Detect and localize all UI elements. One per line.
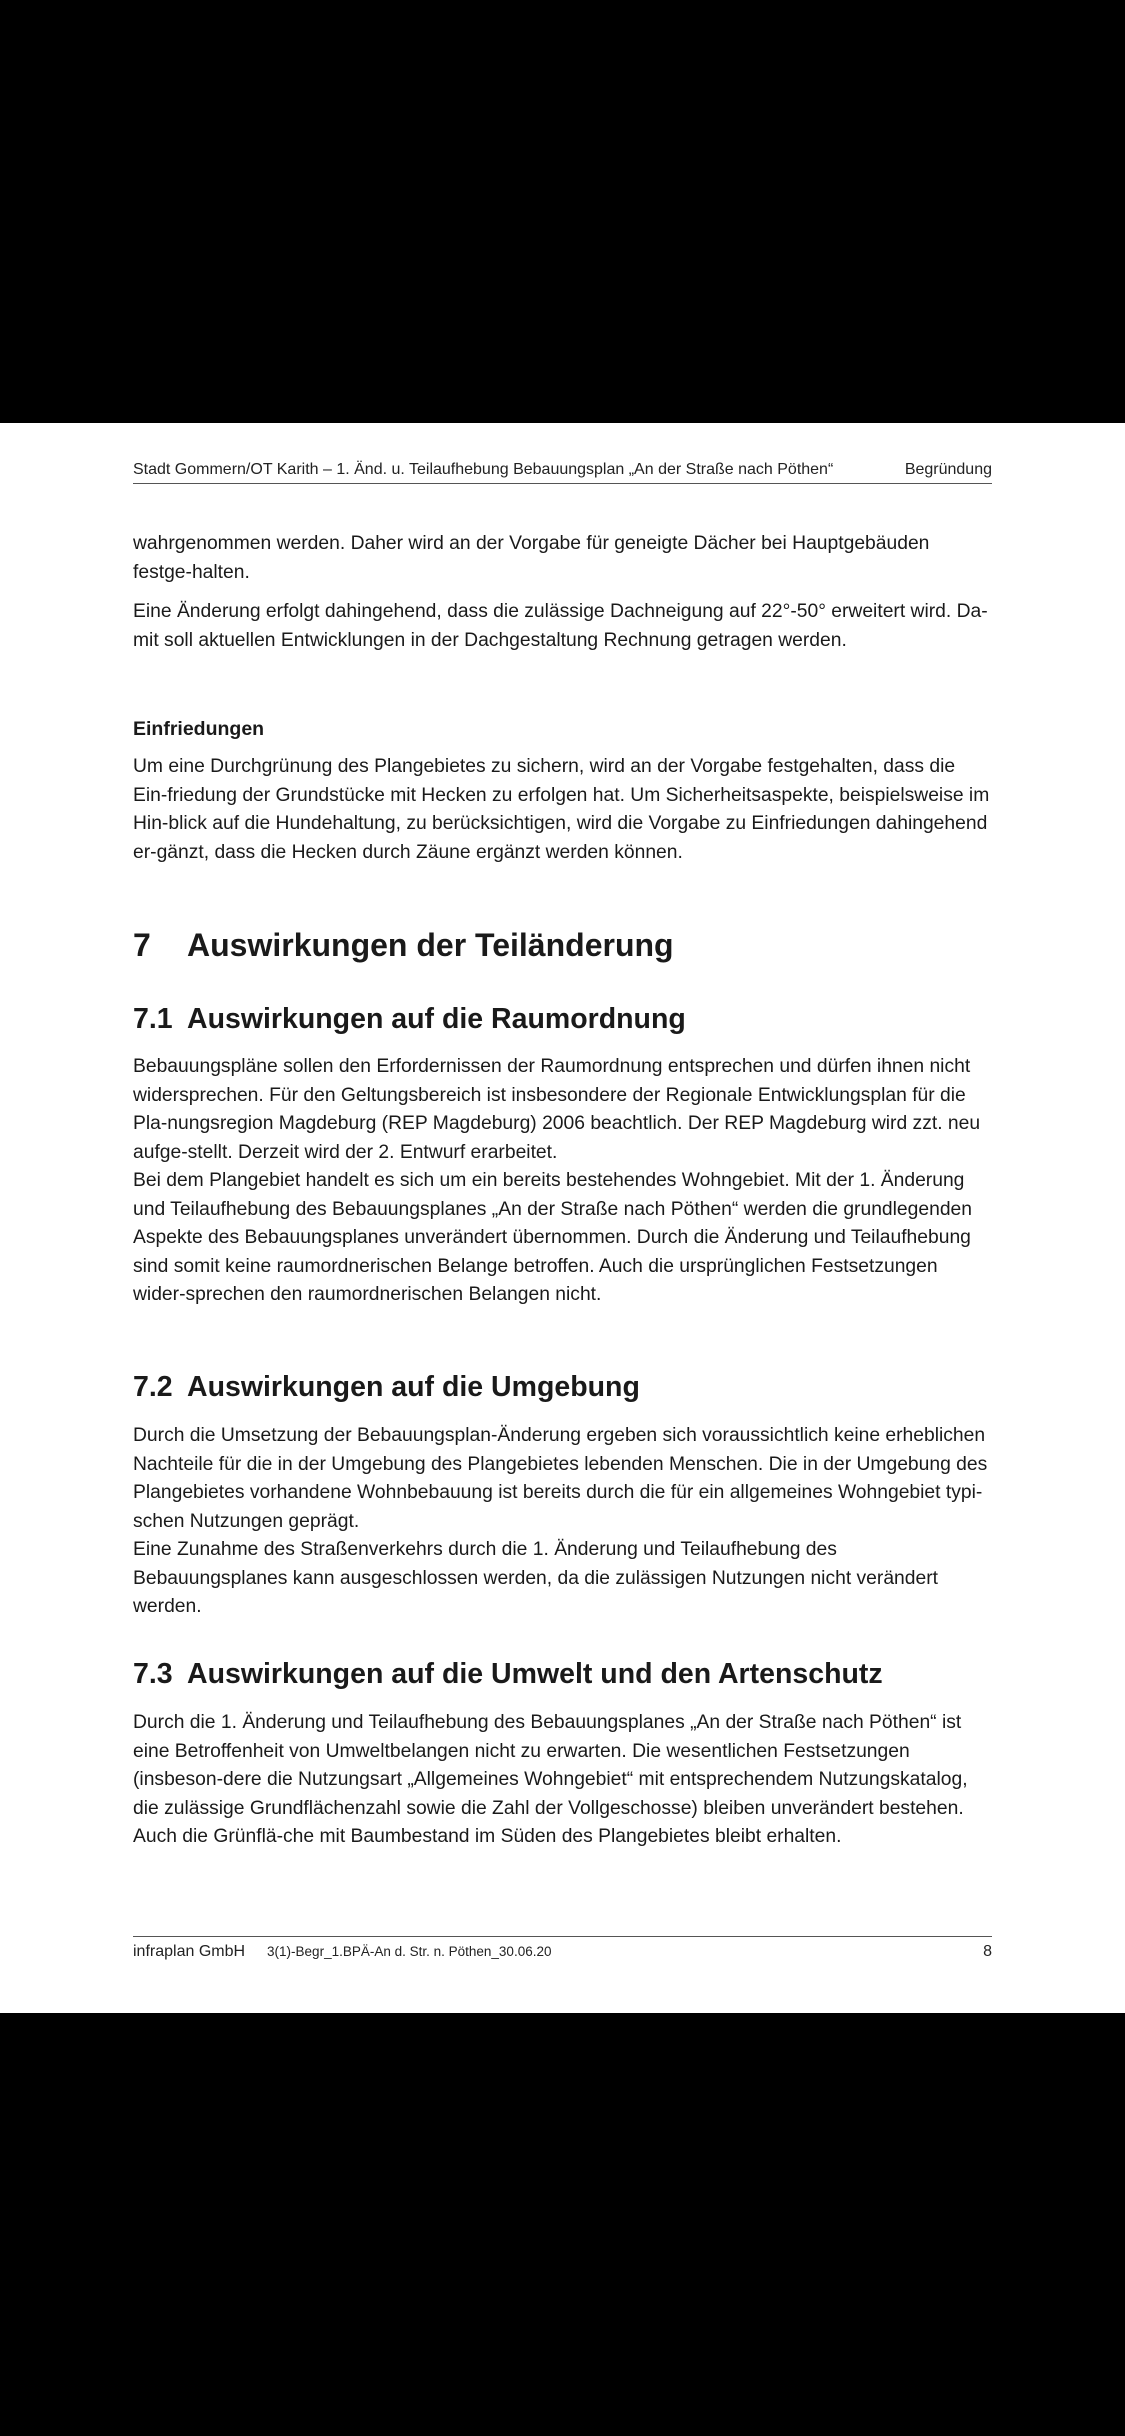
- document-page: [0, 423, 1125, 2013]
- paragraph-roof-1: wahrgenommen werden. Daher wird an der Vorgabe für geneigte Dächer bei Hauptgebäuden festge-halten.: [133, 533, 930, 583]
- paragraph-7-1-a: Bebauungspläne sollen den Erfordernissen der Raumordnung entsprechen und dürfen ihnen nicht widersprechen. Für den Geltungsbereich ist insbesondere der Regionale Entwicklungsplan für die Pla-nungsregion Magdeburg (REP Magdeburg) 2006 beachtlich. Der REP Magdeburg wird zzt. neu aufge-stellt. Derzeit wird der 2. Entwurf erarbeitet.: [133, 1056, 981, 1163]
- section-7-1-title: Auswirkungen auf die Raumordnung: [187, 1003, 686, 1035]
- section-7-heading: [133, 927, 674, 963]
- footer-company: infraplan GmbH: [133, 1943, 246, 1960]
- paragraph-7-3-a: Durch die 1. Änderung und Teilaufhebung des Bebauungsplanes „An der Straße nach Pöthen“ ist eine Betroffenheit von Umweltbelangen nicht zu erwarten. Die wesentlichen Festsetzungen (insbeson-dere die Nutzungsart „Allgemeines Wohngebiet“ mit entsprechendem Nutzungskatalog, die zulässige Grundflächenzahl sowie die Zahl der Vollgeschosse) bleiben unverändert bestehen. Auch die Grünflä-che mit Baumbestand im Süden des Plangebietes bleibt erhalten.: [133, 1712, 968, 1848]
- section-7-3-title: Auswirkungen auf die Umwelt und den Artenschutz: [187, 1658, 883, 1690]
- section-7-2-title: Auswirkungen auf die Umgebung: [187, 1371, 640, 1403]
- header-section: Begründung: [904, 461, 992, 478]
- paragraph-7-2-a: Durch die Umsetzung der Bebauungsplan-Änderung ergeben sich voraussichtlich keine erheblichen Nachteile für die in der Umgebung des Plangebietes lebenden Menschen. Die in der Umgebung des Plangebietes vorhandene Wohnbebauung ist bereits durch die für ein allgemeines Wohngebiet typi-schen Nutzungen geprägt.: [133, 1425, 988, 1532]
- paragraph-7-1-b: Bei dem Plangebiet handelt es sich um ein bereits bestehendes Wohngebiet. Mit der 1. Änderung und Teilaufhebung des Bebauungsplanes „An der Straße nach Pöthen“ werden die grundlegenden Aspekte des Bebauungsplanes unverändert übernommen. Durch die Änderung und Teilaufhebung sind somit keine raumordnerischen Belange betroffen. Auch die ursprünglichen Festsetzungen wider-sprechen den raumordnerischen Belangen nicht.: [133, 1170, 972, 1306]
- section-7-2-number: 7.2: [133, 1371, 173, 1403]
- section-7-2-heading: [133, 1373, 640, 1402]
- paragraph-7-2-b: Eine Zunahme des Straßenverkehrs durch die 1. Änderung und Teilaufhebung des Bebauungsplanes kann ausgeschlossen werden, da die zulässigen Nutzungen nicht verändert werden.: [133, 1539, 939, 1618]
- section-7-1-number: 7.1: [133, 1003, 173, 1035]
- section-7-3-number: 7.3: [133, 1658, 173, 1690]
- page-header: [133, 461, 992, 484]
- section-7-3-heading: [133, 1660, 883, 1689]
- page-footer: [133, 1936, 992, 1961]
- footer-document-id: 3(1)-Begr_1.BPÄ-An d. Str. n. Pöthen_30.06.20: [267, 1944, 552, 1959]
- paragraph-roof-2: Eine Änderung erfolgt dahingehend, dass die zulässige Dachneigung auf 22°-50° erweitert wird. Da-mit soll aktuellen Entwicklungen in der Dachgestaltung Rechnung getragen werden.: [133, 601, 988, 651]
- section-7-1-heading: [133, 1005, 686, 1034]
- section-7-number: 7: [133, 927, 151, 963]
- header-title: Stadt Gommern/OT Karith – 1. Änd. u. Teilaufhebung Bebauungsplan „An der Straße nach Pöthen“: [133, 461, 834, 478]
- paragraph-fences: Um eine Durchgrünung des Plangebietes zu sichern, wird an der Vorgabe festgehalten, dass die Ein-friedung der Grundstücke mit Hecken zu erfolgen hat. Um Sicherheitsaspekte, beispielsweise im Hin-blick auf die Hundehaltung, zu berücksichtigen, wird die Vorgabe zu Einfriedungen dahingehend er-gänzt, dass die Hecken durch Zäune ergänzt werden können.: [133, 756, 990, 863]
- subheading-fences: Einfriedungen: [133, 718, 265, 740]
- section-7-title: Auswirkungen der Teiländerung: [187, 927, 674, 963]
- page-number: 8: [983, 1943, 992, 1960]
